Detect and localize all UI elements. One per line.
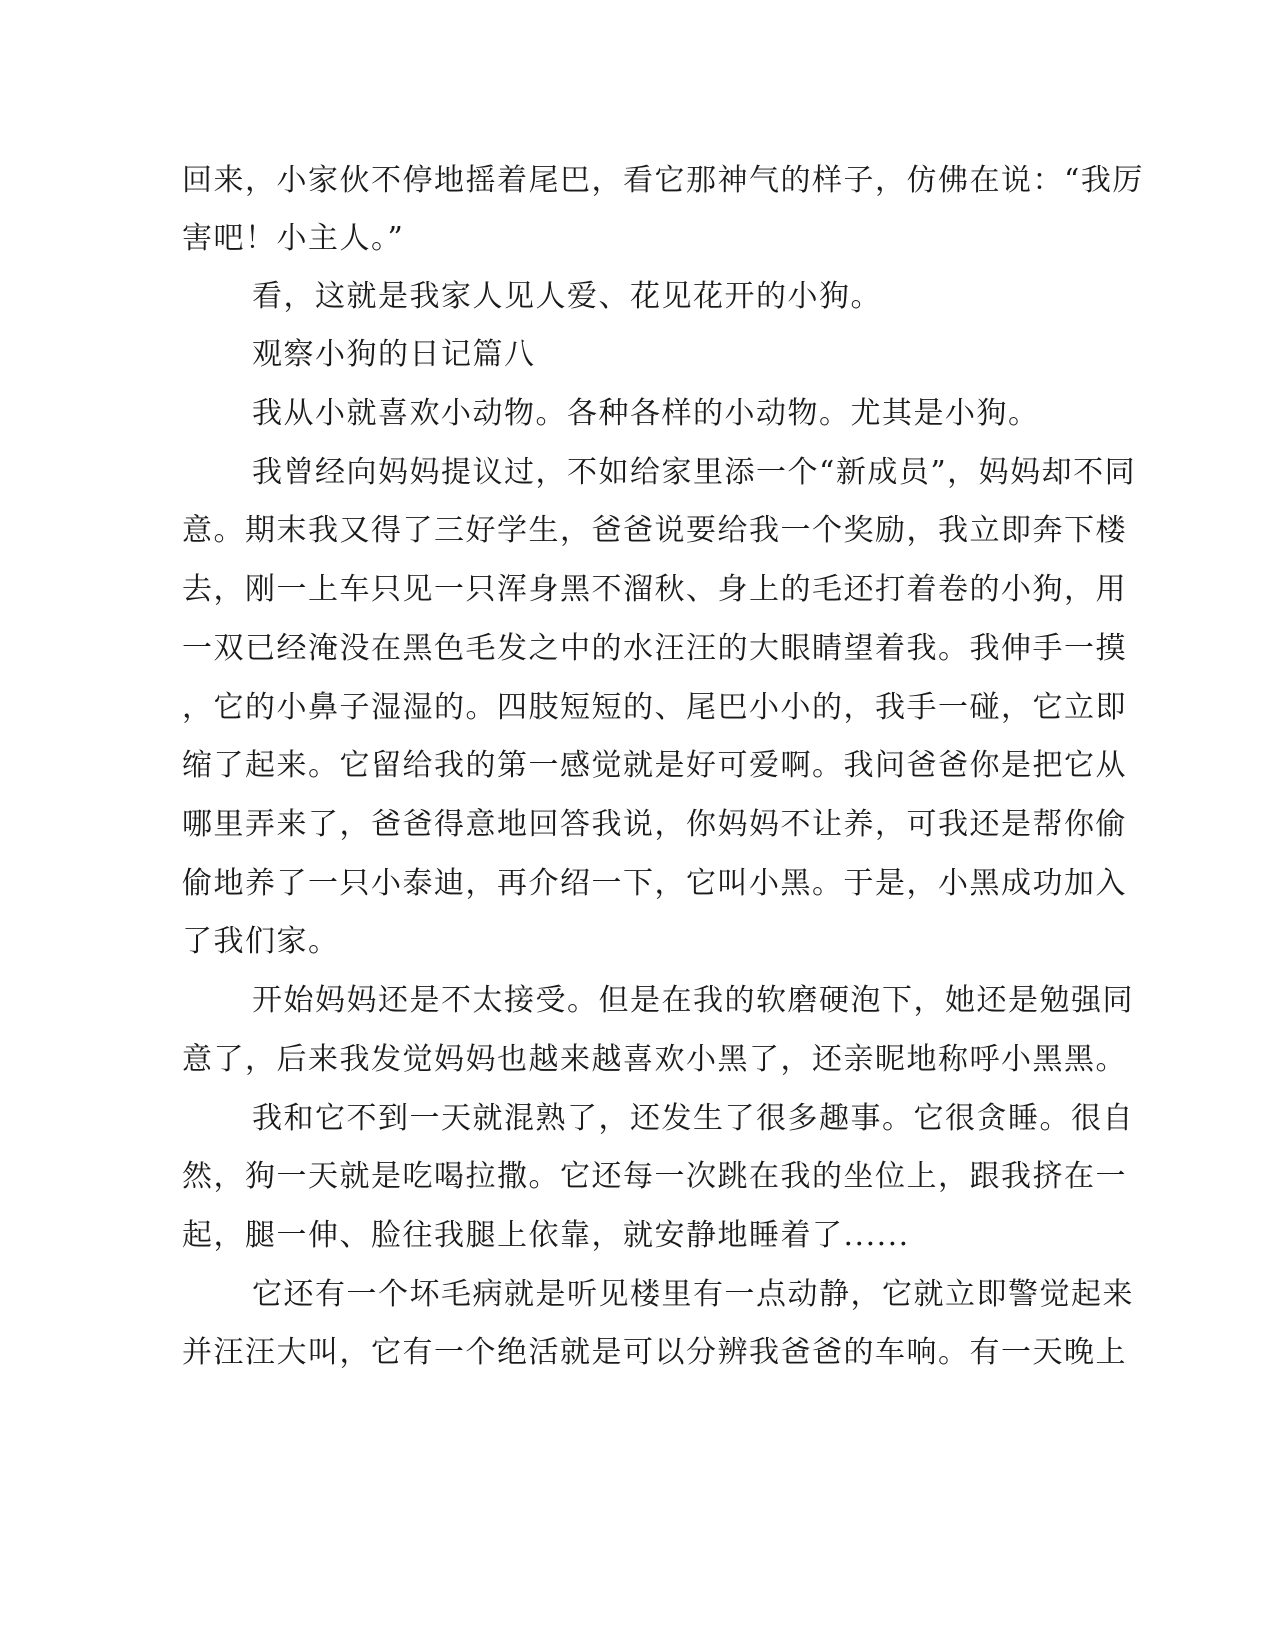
text-line: 意。期末我又得了三好学生，爸爸说要给我一个奖励，我立即奔下楼 bbox=[182, 513, 1127, 548]
text-line: 我曾经向妈妈提议过，不如给家里添一个“新成员”，妈妈却不同 bbox=[252, 455, 1137, 490]
section-heading: 观察小狗的日记篇八 bbox=[252, 337, 536, 372]
text-line: 偷地养了一只小泰迪，再介绍一下，它叫小黑。于是，小黑成功加入 bbox=[182, 866, 1127, 901]
text-line: 哪里弄来了，爸爸得意地回答我说，你妈妈不让养，可我还是帮你偷 bbox=[182, 807, 1127, 842]
text-line: 起，腿一伸、脸往我腿上依靠，就安静地睡着了...... bbox=[182, 1218, 910, 1253]
text-line: 意了，后来我发觉妈妈也越来越喜欢小黑了，还亲昵地称呼小黑黑。 bbox=[182, 1042, 1127, 1077]
text-line: 去，刚一上车只见一只浑身黑不溜秋、身上的毛还打着卷的小狗，用 bbox=[182, 572, 1127, 607]
text-line: 并汪汪大叫，它有一个绝活就是可以分辨我爸爸的车响。有一天晚上 bbox=[182, 1335, 1127, 1370]
text-line: 我和它不到一天就混熟了，还发生了很多趣事。它很贪睡。很自 bbox=[252, 1101, 1134, 1136]
text-line: 一双已经淹没在黑色毛发之中的水汪汪的大眼睛望着我。我伸手一摸 bbox=[182, 631, 1127, 666]
text-line: 开始妈妈还是不太接受。但是在我的软磨硬泡下，她还是勉强同 bbox=[252, 983, 1134, 1018]
text-line: 它还有一个坏毛病就是听见楼里有一点动静，它就立即警觉起来 bbox=[252, 1277, 1134, 1312]
text-line: ，它的小鼻子湿湿的。四肢短短的、尾巴小小的，我手一碰，它立即 bbox=[182, 690, 1127, 725]
text-line: 我从小就喜欢小动物。各种各样的小动物。尤其是小狗。 bbox=[252, 396, 1040, 431]
text-line: 了我们家。 bbox=[182, 924, 340, 959]
text-line: 缩了起来。它留给我的第一感觉就是好可爱啊。我问爸爸你是把它从 bbox=[182, 748, 1127, 783]
text-line: 回来，小家伙不停地摇着尾巴，看它那神气的样子，仿佛在说：“我厉 bbox=[182, 163, 1144, 198]
text-line: 害吧！小主人。” bbox=[182, 221, 405, 256]
text-line: 看，这就是我家人见人爱、花见花开的小狗。 bbox=[252, 279, 882, 314]
text-line: 然，狗一天就是吃喝拉撒。它还每一次跳在我的坐位上，跟我挤在一 bbox=[182, 1159, 1127, 1194]
